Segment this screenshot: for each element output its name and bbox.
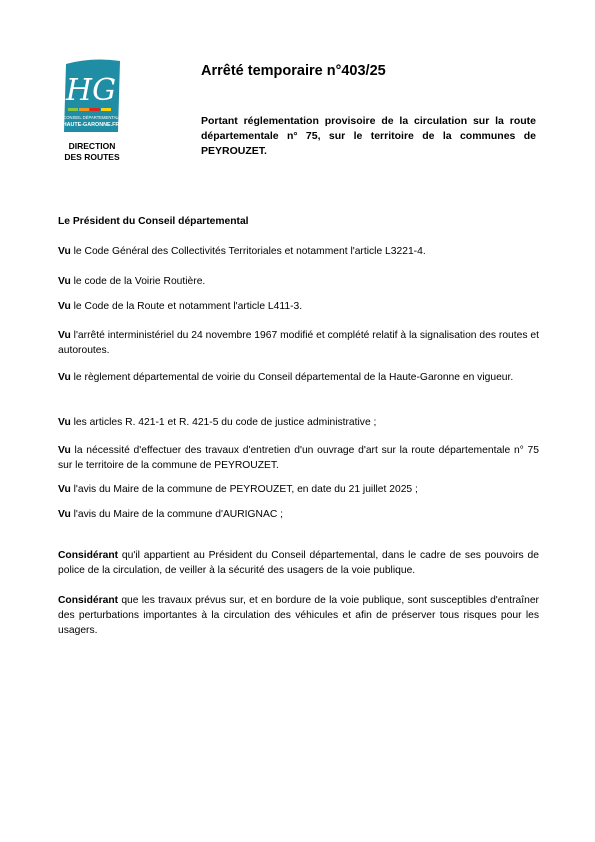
svg-text:HAUTE-GARONNE.FR: HAUTE-GARONNE.FR: [62, 122, 120, 128]
vu-paragraph: [58, 328, 539, 358]
vu-paragraph: [58, 482, 539, 497]
paragraph-text: le code de la Voirie Routière.: [70, 276, 206, 287]
paragraph-text: l'avis du Maire de la commune d'AURIGNAC ;: [70, 509, 284, 520]
vu-paragraph: [58, 415, 539, 430]
hg-logo-icon: [60, 58, 124, 134]
paragraph-text: le Code Général des Collectivités Territoriales et notamment l'article L3221-4.: [70, 246, 426, 257]
paragraph-lead: Considérant: [58, 550, 119, 561]
department-label: [57, 141, 127, 163]
paragraph-lead: Considérant: [58, 595, 119, 606]
paragraph-text: l'avis du Maire de la commune de PEYROUZET, en date du 21 juillet 2025 ;: [70, 484, 418, 495]
svg-text:CONSEIL DÉPARTEMENTAL: CONSEIL DÉPARTEMENTAL: [63, 115, 119, 120]
vu-paragraph: [58, 370, 539, 385]
president-heading: Le Président du Conseil départemental: [58, 216, 249, 227]
paragraph-text: l'arrêté interministériel du 24 novembre 1967 modifié et complété relatif à la signalisation des routes et autoroutes.: [58, 330, 539, 356]
paragraph-lead: Vu: [58, 417, 71, 428]
considerant-paragraph: [58, 593, 539, 638]
department-line-2: DES ROUTES: [64, 152, 120, 162]
paragraph-text: la nécessité d'effectuer des travaux d'entretien d'un ouvrage d'art sur la route départementale n° 75 sur le territoire de la commune de PEYROUZET.: [58, 445, 539, 471]
paragraph-lead: Vu: [58, 330, 71, 341]
svg-text:HG: HG: [65, 73, 117, 108]
vu-paragraph: [58, 274, 539, 289]
paragraph-lead: Vu: [58, 509, 71, 520]
paragraph-text: le Code de la Route et notamment l'article L411-3.: [70, 301, 303, 312]
paragraph-lead: Vu: [58, 246, 71, 257]
considerant-paragraph: [58, 548, 539, 578]
paragraph-text: que les travaux prévus sur, et en bordure de la voie publique, sont susceptibles d'entraîner des perturbations importantes à la circulation des véhicules et afin de préserver tous risques pour les usagers.: [58, 595, 539, 636]
paragraph-lead: Vu: [58, 372, 71, 383]
paragraph-lead: Vu: [58, 445, 71, 456]
paragraph-lead: Vu: [58, 301, 71, 312]
paragraph-lead: Vu: [58, 484, 71, 495]
paragraph-text: qu'il appartient au Président du Conseil départemental, dans le cadre de ses pouvoirs de police de la circulation, de veiller à la sécurité des usagers de la voie publique.: [58, 550, 539, 576]
vu-paragraph: [58, 244, 539, 259]
paragraph-text: le règlement départemental de voirie du Conseil départemental de la Haute-Garonne en vigueur.: [70, 372, 514, 383]
paragraph-lead: Vu: [58, 276, 71, 287]
vu-paragraph: [58, 507, 539, 522]
department-line-1: DIRECTION: [68, 141, 116, 151]
decree-subtitle: Portant réglementation provisoire de la circulation sur la route départementale n° 75, sur le territoire de la communes de PEYROUZET.: [201, 115, 536, 157]
decree-title: Arrêté temporaire n°403/25: [201, 63, 386, 79]
vu-paragraph: [58, 443, 539, 473]
paragraph-text: les articles R. 421-1 et R. 421-5 du code de justice administrative ;: [70, 417, 377, 428]
vu-paragraph: [58, 299, 539, 314]
